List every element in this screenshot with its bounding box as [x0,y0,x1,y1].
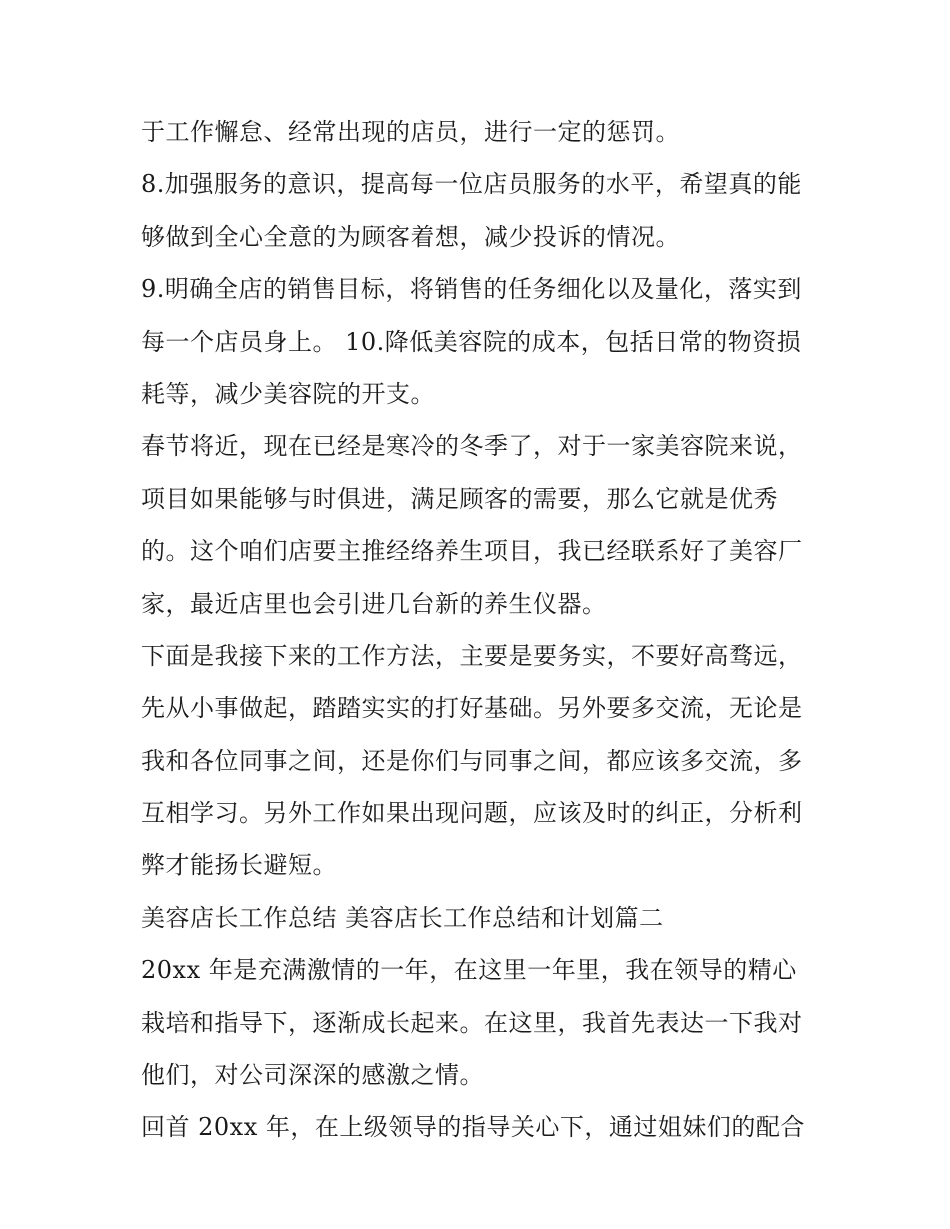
text-line: 他们，对公司深深的感激之情。 [141,1061,484,1090]
text-line: 的。这个咱们店要主推经络养生项目，我已经联系好了美容厂 [141,537,803,566]
text-line: 8.加强服务的意识，提高每一位店员服务的水平，希望真的能 [141,170,802,199]
text-line: 我和各位同事之间，还是你们与同事之间，都应该多交流，多 [141,746,803,775]
text-line: 互相学习。另外工作如果出现问题，应该及时的纠正，分析利 [141,799,803,828]
text-line: 9.明确全店的销售目标，将销售的任务细化以及量化，落实到 [141,275,802,304]
section-heading: 美容店长工作总结 美容店长工作总结和计划篇二 [141,903,664,932]
text-line: 每一个店员身上。 10.降低美容院的成本，包括日常的物资损 [141,327,802,356]
text-line: 20xx 年是充满激情的一年，在这里一年里，我在领导的精心 [141,956,797,985]
document-body [141,106,821,1154]
text-line: 于工作懈怠、经常出现的店员，进行一定的惩罚。 [141,118,680,146]
text-line: 春节将近，现在已经是寒冷的冬季了，对于一家美容院来说， [141,432,803,461]
text-line: 先从小事做起，踏踏实实的打好基础。另外要多交流，无论是 [141,694,803,723]
text-line: 项目如果能够与时俱进，满足顾客的需要，那么它就是优秀 [141,484,778,513]
text-line: 下面是我接下来的工作方法，主要是要务实，不要好高骛远， [141,641,803,670]
text-line: 回首 20xx 年，在上级领导的指导关心下，通过姐妹们的配合 [141,1113,805,1142]
text-line: 栽培和指导下，逐渐成长起来。在这里，我首先表达一下我对 [141,1008,803,1037]
text-line: 弊才能扬长避短。 [141,851,337,880]
text-line: 耗等，减少美容院的开支。 [141,379,435,408]
text-line: 家，最近店里也会引进几台新的养生仪器。 [141,589,607,618]
text-line: 够做到全心全意的为顾客着想，减少投诉的情况。 [141,222,680,251]
